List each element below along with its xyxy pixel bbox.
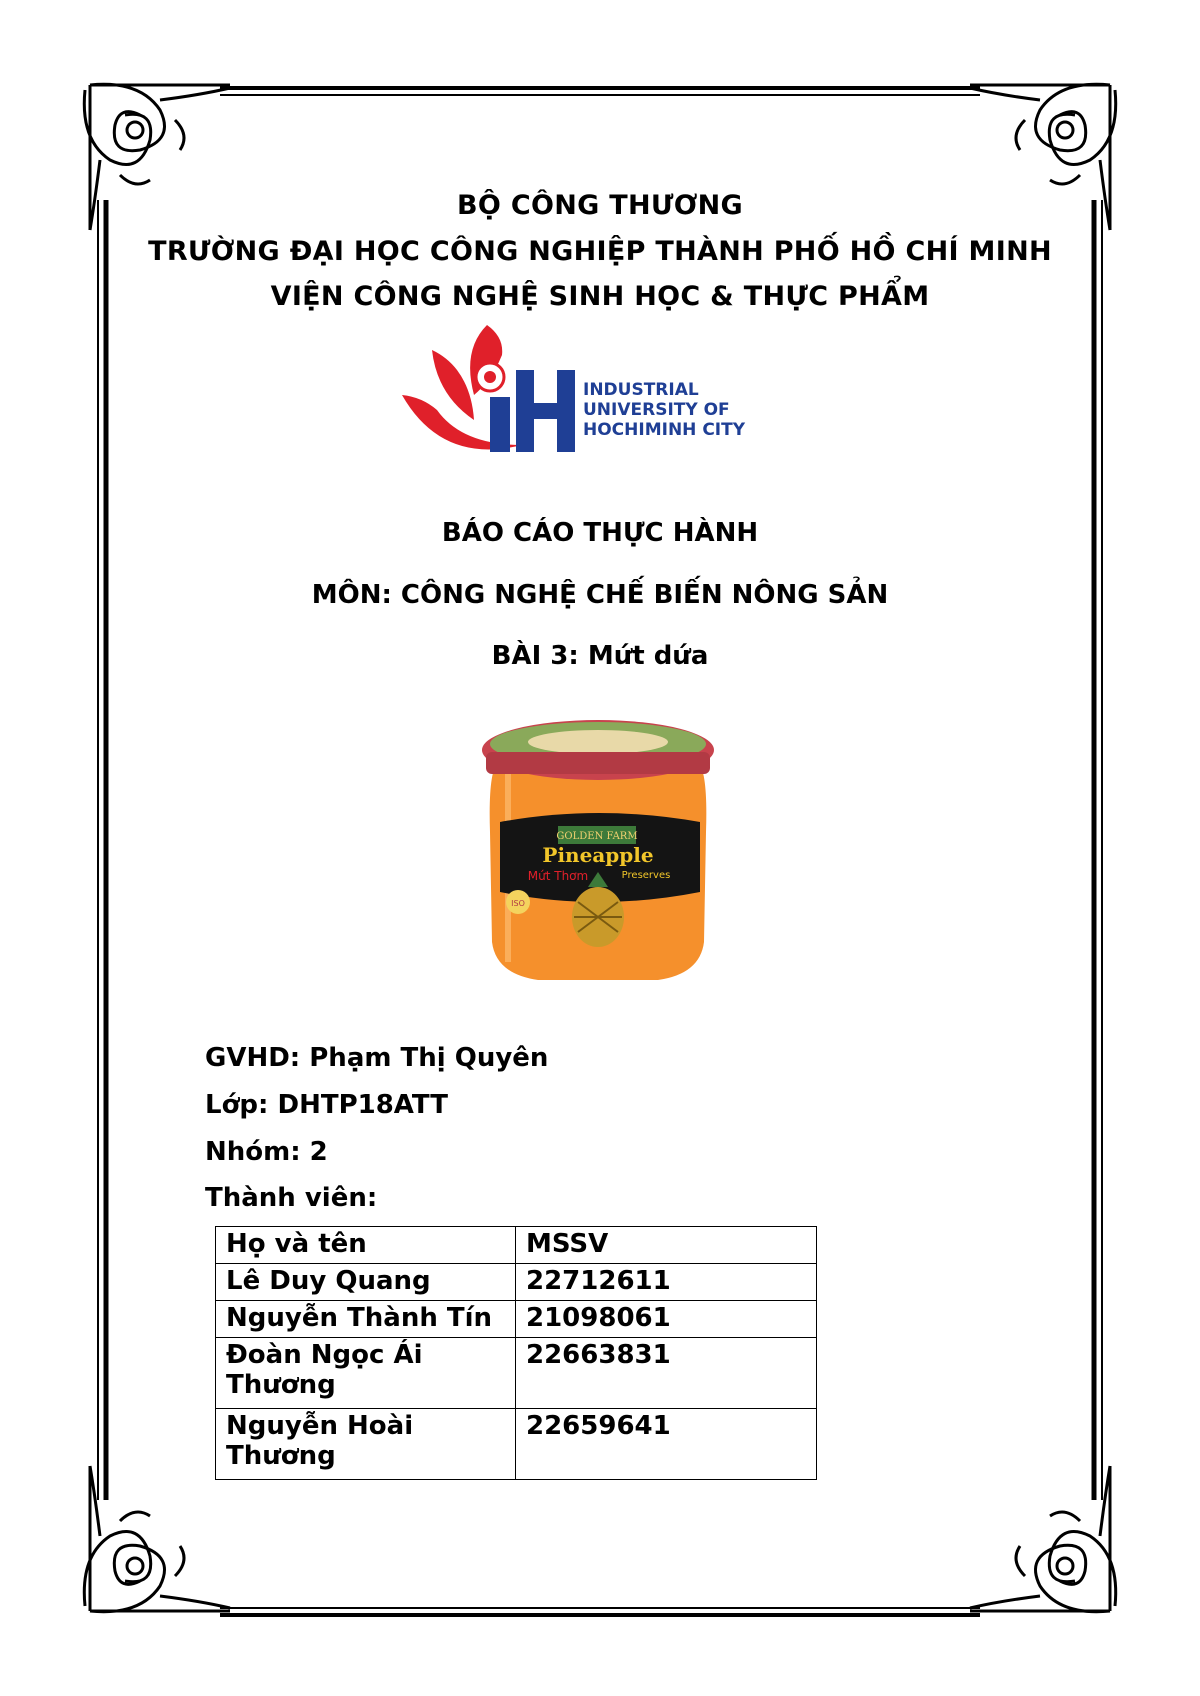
table-row [216, 1338, 817, 1409]
jar-brand-text: GOLDEN FARM [556, 831, 638, 842]
class-line: Lớp: DHTP18ATT [205, 1090, 448, 1120]
table-row [216, 1301, 817, 1338]
member-id: 22712611 [516, 1264, 817, 1301]
jar-product-type-text: Preserves [621, 870, 671, 881]
instructor-line: GVHD: Phạm Thị Quyên [205, 1043, 549, 1073]
pineapple-jam-jar-image [478, 712, 718, 992]
members-label: Thành viên: [205, 1183, 378, 1213]
jar-product-vi-text: Mứt Thơm [527, 869, 589, 883]
institute-title: VIỆN CÔNG NGHỆ SINH HỌC & THỰC PHẨM [270, 281, 930, 312]
member-id: 22659641 [516, 1409, 817, 1480]
member-id: 21098061 [516, 1301, 817, 1338]
header-id: MSSV [516, 1227, 817, 1264]
members-table [215, 1226, 817, 1480]
table-row [216, 1264, 817, 1301]
member-name: Lê Duy Quang [216, 1264, 516, 1301]
logo-text-line3: HOCHIMINH CITY [583, 420, 746, 440]
jar-iso-badge: ISO [511, 899, 525, 908]
lesson-title: BÀI 3: Mứt dứa [491, 641, 709, 671]
logo-text-line1: INDUSTRIAL [583, 380, 699, 400]
subject-title: MÔN: CÔNG NGHỆ CHẾ BIẾN NÔNG SẢN [311, 580, 889, 610]
report-type-title: BÁO CÁO THỰC HÀNH [441, 518, 759, 548]
iuh-logo [402, 325, 782, 465]
member-name: Nguyễn Thành Tín [216, 1301, 516, 1338]
table-header-row [216, 1227, 817, 1264]
jar-product-text: Pineapple [542, 843, 654, 867]
university-title: TRƯỜNG ĐẠI HỌC CÔNG NGHIỆP THÀNH PHỐ HỒ CHÍ MINH [148, 236, 1052, 267]
logo-text-line2: UNIVERSITY OF [583, 400, 730, 420]
group-line: Nhóm: 2 [205, 1137, 328, 1167]
table-row [216, 1409, 817, 1480]
member-id: 22663831 [516, 1338, 817, 1409]
header-name: Họ và tên [216, 1227, 516, 1264]
ministry-title: BỘ CÔNG THƯƠNG [457, 190, 743, 221]
member-name: Nguyễn Hoài Thương [216, 1409, 516, 1480]
member-name: Đoàn Ngọc Ái Thương [216, 1338, 516, 1409]
